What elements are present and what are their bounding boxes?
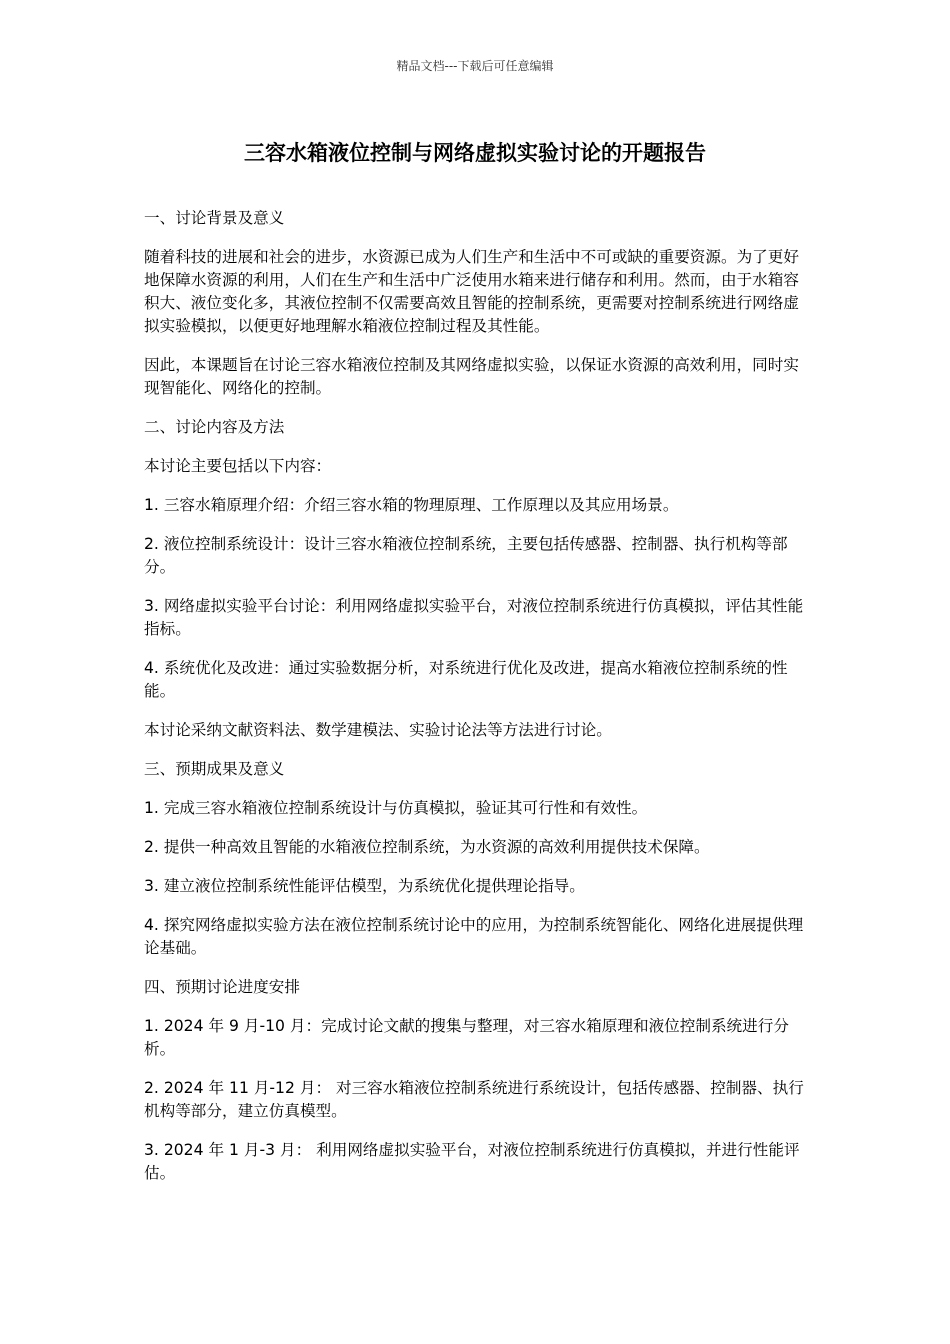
- section-1-paragraph-2: 因此，本课题旨在讨论三容水箱液位控制及其网络虚拟实验，以保证水资源的高效利用，同时实现智能化、网络化的控制。: [144, 356, 799, 397]
- section-4-item-1: 1. 2024 年 9 月-10 月：完成讨论文献的搜集与整理，对三容水箱原理和液位控制系统进行分析。: [144, 1017, 789, 1058]
- section-1-heading: 一、讨论背景及意义: [144, 209, 285, 227]
- section-2-heading: 二、讨论内容及方法: [144, 418, 285, 436]
- section-3-item-1: 1. 完成三容水箱液位控制系统设计与仿真模拟，验证其可行性和有效性。: [144, 799, 648, 817]
- document-title: 三容水箱液位控制与网络虚拟实验讨论的开题报告: [244, 141, 706, 165]
- section-4-item-3: 3. 2024 年 1 月-3 月： 利用网络虚拟实验平台，对液位控制系统进行仿真模拟，并进行性能评估。: [144, 1141, 800, 1182]
- section-1-paragraph-1: 随着科技的进展和社会的进步，水资源已成为人们生产和生活中不可或缺的重要资源。为了更好地保障水资源的利用，人们在生产和生活中广泛使用水箱来进行储存和利用。然而，由于水箱容积大、液位变化多，其液位控制不仅需要高效且智能的控制系统，更需要对控制系统进行网络虚拟实验模拟，以便更好地理解水箱液位控制过程及其性能。: [144, 248, 799, 335]
- section-3-item-4: 4. 探究网络虚拟实验方法在液位控制系统讨论中的应用，为控制系统智能化、网络化进展提供理论基础。: [144, 916, 804, 957]
- section-3-item-3: 3. 建立液位控制系统性能评估模型，为系统优化提供理论指导。: [144, 877, 585, 895]
- section-2-item-4: 4. 系统优化及改进：通过实验数据分析，对系统进行优化及改进，提高水箱液位控制系统的性能。: [144, 659, 788, 700]
- section-2-item-1: 1. 三容水箱原理介绍：介绍三容水箱的物理原理、工作原理以及其应用场景。: [144, 496, 679, 514]
- section-4-heading: 四、预期讨论进度安排: [144, 978, 300, 996]
- section-2-method: 本讨论采纳文献资料法、数学建模法、实验讨论法等方法进行讨论。: [144, 721, 612, 739]
- document-body: [144, 207, 806, 1201]
- section-2-intro: 本讨论主要包括以下内容：: [144, 457, 332, 475]
- section-4-item-2: 2. 2024 年 11 月-12 月： 对三容水箱液位控制系统进行系统设计，包括传感器、控制器、执行机构等部分，建立仿真模型。: [144, 1079, 804, 1120]
- page-header-watermark: 精品文档---下载后可任意编辑: [396, 59, 554, 73]
- section-3-heading: 三、预期成果及意义: [144, 760, 285, 778]
- section-2-item-3: 3. 网络虚拟实验平台讨论：利用网络虚拟实验平台，对液位控制系统进行仿真模拟，评估其性能指标。: [144, 597, 804, 638]
- section-2-item-2: 2. 液位控制系统设计：设计三容水箱液位控制系统，主要包括传感器、控制器、执行机构等部分。: [144, 535, 788, 576]
- section-3-item-2: 2. 提供一种高效且智能的水箱液位控制系统，为水资源的高效利用提供技术保障。: [144, 838, 710, 856]
